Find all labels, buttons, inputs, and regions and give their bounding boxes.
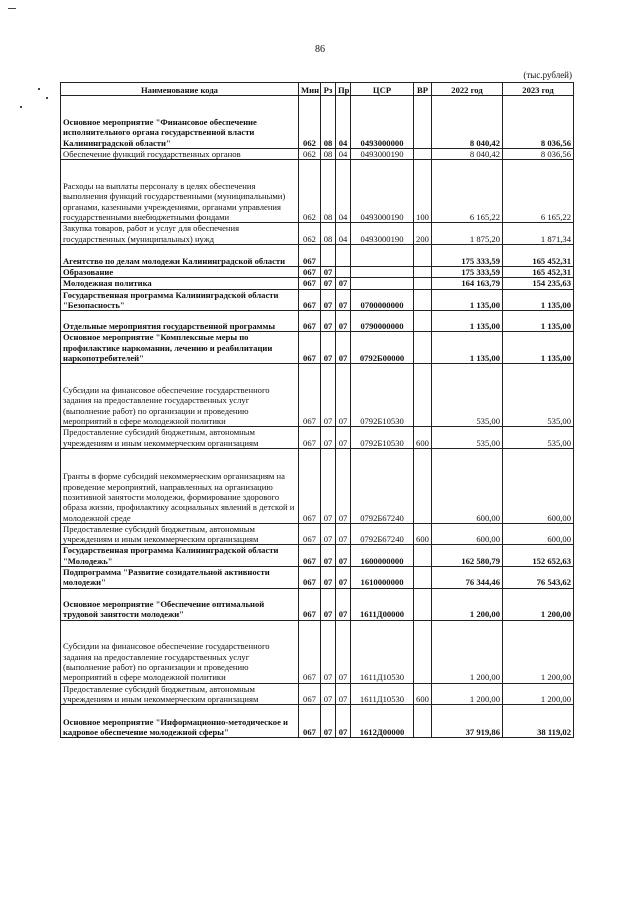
- table-row: [61, 311, 574, 332]
- cell-name: Государственная программа Калининградской области "Безопасность": [61, 289, 299, 311]
- cell-2023: 6 165,22: [503, 160, 574, 223]
- cell-vr: 600: [414, 683, 432, 705]
- cell-pr: 07: [336, 332, 351, 364]
- cell-min: 067: [299, 266, 321, 277]
- cell-2023: 1 200,00: [503, 683, 574, 705]
- cell-2022: 535,00: [432, 364, 503, 427]
- cell-min: 062: [299, 160, 321, 223]
- table-row: [61, 705, 574, 738]
- cell-name: Подпрограмма "Развитие созидательной активности молодежи": [61, 567, 299, 589]
- cell-name: Субсидии на финансовое обеспечение государственного задания на предоставление государственных услуг (выполнение работ) по организации и проведению мероприятий в сфере молодежной политики: [61, 364, 299, 427]
- cell-2023: 1 200,00: [503, 588, 574, 620]
- table-row: [61, 96, 574, 149]
- cell-2023: 600,00: [503, 448, 574, 523]
- col-header-min: Мин: [299, 83, 321, 96]
- col-header-2022: 2022 год: [432, 83, 503, 96]
- units-note: (тыс.рублей): [523, 70, 572, 80]
- cell-min: 067: [299, 683, 321, 705]
- cell-min: 067: [299, 289, 321, 311]
- cell-name: Основное мероприятие "Обеспечение оптимальной трудовой занятости молодежи": [61, 588, 299, 620]
- cell-pr: [336, 244, 351, 266]
- cell-2022: 175 333,59: [432, 266, 503, 277]
- table-row: [61, 149, 574, 160]
- cell-pr: 07: [336, 278, 351, 289]
- cell-min: 067: [299, 545, 321, 567]
- cell-vr: [414, 620, 432, 683]
- cell-csr: 1611Д10530: [351, 620, 414, 683]
- cell-min: 067: [299, 588, 321, 620]
- cell-csr: 1611Д10530: [351, 683, 414, 705]
- cell-csr: 0792Б00000: [351, 332, 414, 364]
- cell-rz: 07: [321, 427, 336, 449]
- cell-name: Предоставление субсидий бюджетным, автономным учреждениям и иным некоммерческим организациям: [61, 683, 299, 705]
- table-row: [61, 620, 574, 683]
- cell-name: Государственная программа Калининградской области "Молодежь": [61, 545, 299, 567]
- cell-pr: 07: [336, 364, 351, 427]
- cell-csr: [351, 244, 414, 266]
- cell-2022: 175 333,59: [432, 244, 503, 266]
- table-row: [61, 266, 574, 277]
- table-row: [61, 160, 574, 223]
- cell-name: Отдельные мероприятия государственной программы: [61, 311, 299, 332]
- cell-csr: 0493000000: [351, 96, 414, 149]
- cell-vr: [414, 278, 432, 289]
- table-row: [61, 448, 574, 523]
- cell-pr: [336, 266, 351, 277]
- cell-vr: 600: [414, 427, 432, 449]
- cell-csr: 1610000000: [351, 567, 414, 589]
- cell-vr: [414, 266, 432, 277]
- cell-pr: 07: [336, 545, 351, 567]
- cell-2022: 162 580,79: [432, 545, 503, 567]
- cell-2022: 1 135,00: [432, 311, 503, 332]
- cell-min: 062: [299, 96, 321, 149]
- cell-rz: 08: [321, 96, 336, 149]
- cell-rz: 07: [321, 266, 336, 277]
- cell-vr: [414, 545, 432, 567]
- cell-min: 062: [299, 149, 321, 160]
- cell-vr: [414, 364, 432, 427]
- scan-mark: [8, 8, 16, 9]
- cell-min: 067: [299, 448, 321, 523]
- cell-pr: 04: [336, 96, 351, 149]
- cell-2022: 8 040,42: [432, 149, 503, 160]
- cell-pr: 07: [336, 289, 351, 311]
- cell-rz: 08: [321, 223, 336, 245]
- cell-vr: 600: [414, 523, 432, 545]
- cell-csr: 0493000190: [351, 223, 414, 245]
- cell-2022: 164 163,79: [432, 278, 503, 289]
- table-row: [61, 588, 574, 620]
- cell-csr: 0493000190: [351, 149, 414, 160]
- cell-csr: 1611Д00000: [351, 588, 414, 620]
- cell-2023: 165 452,31: [503, 244, 574, 266]
- cell-2022: 6 165,22: [432, 160, 503, 223]
- cell-rz: 07: [321, 289, 336, 311]
- cell-2023: 1 135,00: [503, 311, 574, 332]
- cell-2023: 600,00: [503, 523, 574, 545]
- cell-pr: 04: [336, 149, 351, 160]
- cell-csr: 0493000190: [351, 160, 414, 223]
- cell-2023: 38 119,02: [503, 705, 574, 738]
- cell-2022: 600,00: [432, 523, 503, 545]
- cell-2023: 1 871,34: [503, 223, 574, 245]
- cell-vr: [414, 705, 432, 738]
- cell-vr: 200: [414, 223, 432, 245]
- cell-name: Основное мероприятие "Комплексные меры по профилактике наркомании, лечению и реабилитации наркопотребителей": [61, 332, 299, 364]
- cell-2023: 76 543,62: [503, 567, 574, 589]
- cell-2023: 1 135,00: [503, 289, 574, 311]
- cell-csr: 0700000000: [351, 289, 414, 311]
- cell-pr: 04: [336, 160, 351, 223]
- table-row: [61, 332, 574, 364]
- cell-vr: [414, 96, 432, 149]
- col-header-name: Наименование кода: [61, 83, 299, 96]
- cell-min: 067: [299, 244, 321, 266]
- cell-csr: 0792Б10530: [351, 427, 414, 449]
- cell-2023: 154 235,63: [503, 278, 574, 289]
- cell-min: 067: [299, 311, 321, 332]
- cell-2022: 8 040,42: [432, 96, 503, 149]
- cell-pr: 07: [336, 588, 351, 620]
- cell-name: Предоставление субсидий бюджетным, автономным учреждениям и иным некоммерческим организациям: [61, 427, 299, 449]
- table-row: [61, 364, 574, 427]
- cell-2022: 1 200,00: [432, 683, 503, 705]
- cell-vr: [414, 567, 432, 589]
- table-row: [61, 567, 574, 589]
- cell-name: Расходы на выплаты персоналу в целях обеспечения выполнения функций государственными (муниципальными) органами, казенными учреждениями, органами управления государственными внебюджетными фондами: [61, 160, 299, 223]
- cell-vr: [414, 244, 432, 266]
- cell-csr: [351, 266, 414, 277]
- cell-2022: 535,00: [432, 427, 503, 449]
- cell-2022: 1 200,00: [432, 588, 503, 620]
- cell-name: Основное мероприятие "Информационно-методическое и кадровое обеспечение молодежной сферы": [61, 705, 299, 738]
- cell-pr: 07: [336, 311, 351, 332]
- cell-name: Основное мероприятие "Финансовое обеспечение исполнительного органа государственной власти Калининградской области": [61, 96, 299, 149]
- cell-min: 067: [299, 523, 321, 545]
- cell-2022: 37 919,86: [432, 705, 503, 738]
- cell-2023: 535,00: [503, 364, 574, 427]
- cell-min: 067: [299, 705, 321, 738]
- cell-2023: 535,00: [503, 427, 574, 449]
- table-row: [61, 278, 574, 289]
- cell-rz: 07: [321, 364, 336, 427]
- cell-rz: 07: [321, 523, 336, 545]
- page-number: 86: [315, 44, 325, 55]
- cell-name: Предоставление субсидий бюджетным, автономным учреждениям и иным некоммерческим организациям: [61, 523, 299, 545]
- cell-2023: 1 200,00: [503, 620, 574, 683]
- col-header-rz: Рз: [321, 83, 336, 96]
- cell-csr: 1600000000: [351, 545, 414, 567]
- cell-2022: 600,00: [432, 448, 503, 523]
- cell-pr: 07: [336, 567, 351, 589]
- cell-min: 067: [299, 278, 321, 289]
- cell-vr: [414, 289, 432, 311]
- cell-name: Образование: [61, 266, 299, 277]
- cell-rz: 08: [321, 160, 336, 223]
- cell-2023: 165 452,31: [503, 266, 574, 277]
- table-row: [61, 523, 574, 545]
- cell-pr: 07: [336, 683, 351, 705]
- cell-csr: 1612Д00000: [351, 705, 414, 738]
- cell-rz: 07: [321, 311, 336, 332]
- cell-vr: [414, 332, 432, 364]
- cell-2023: 1 135,00: [503, 332, 574, 364]
- cell-vr: [414, 149, 432, 160]
- cell-csr: 0790000000: [351, 311, 414, 332]
- cell-name: Закупка товаров, работ и услуг для обеспечения государственных (муниципальных) нужд: [61, 223, 299, 245]
- cell-pr: 07: [336, 620, 351, 683]
- cell-csr: 0792Б67240: [351, 523, 414, 545]
- cell-rz: 07: [321, 620, 336, 683]
- cell-min: 067: [299, 620, 321, 683]
- cell-pr: 07: [336, 448, 351, 523]
- cell-min: 067: [299, 427, 321, 449]
- cell-name: Субсидии на финансовое обеспечение государственного задания на предоставление государственных услуг (выполнение работ) по организации и проведению мероприятий в сфере молодежной политики: [61, 620, 299, 683]
- cell-rz: 07: [321, 567, 336, 589]
- cell-csr: 0792Б10530: [351, 364, 414, 427]
- cell-2022: 1 135,00: [432, 332, 503, 364]
- table-row: [61, 427, 574, 449]
- table-row: [61, 244, 574, 266]
- col-header-csr: ЦСР: [351, 83, 414, 96]
- table-row: [61, 289, 574, 311]
- cell-name: Молодежная политика: [61, 278, 299, 289]
- cell-vr: [414, 448, 432, 523]
- cell-2022: 1 875,20: [432, 223, 503, 245]
- cell-min: 067: [299, 332, 321, 364]
- cell-pr: 07: [336, 705, 351, 738]
- cell-rz: 07: [321, 448, 336, 523]
- cell-rz: 08: [321, 149, 336, 160]
- cell-vr: 100: [414, 160, 432, 223]
- cell-pr: 07: [336, 523, 351, 545]
- cell-vr: [414, 588, 432, 620]
- table-row: [61, 545, 574, 567]
- budget-table: [60, 82, 574, 738]
- scan-mark: [20, 106, 22, 108]
- scan-mark: [38, 88, 40, 90]
- col-header-2023: 2023 год: [503, 83, 574, 96]
- cell-csr: [351, 278, 414, 289]
- table-row: [61, 683, 574, 705]
- cell-2023: 8 036,56: [503, 149, 574, 160]
- col-header-vr: ВР: [414, 83, 432, 96]
- cell-vr: [414, 311, 432, 332]
- scan-mark: [46, 97, 48, 99]
- cell-name: Агентство по делам молодежи Калининградской области: [61, 244, 299, 266]
- cell-rz: 07: [321, 705, 336, 738]
- cell-min: 067: [299, 364, 321, 427]
- cell-rz: 07: [321, 545, 336, 567]
- cell-rz: [321, 244, 336, 266]
- cell-name: Гранты в форме субсидий некоммерческим организациям на проведение мероприятий, направленных на организацию позитивной занятости молодежи, формирование здорового образа жизни, профилактику асоциальных явлений в детской и молодежной среде: [61, 448, 299, 523]
- cell-pr: 07: [336, 427, 351, 449]
- cell-csr: 0792Б67240: [351, 448, 414, 523]
- cell-min: 067: [299, 567, 321, 589]
- table-header-row: [61, 83, 574, 96]
- cell-pr: 04: [336, 223, 351, 245]
- cell-min: 062: [299, 223, 321, 245]
- cell-2023: 152 652,63: [503, 545, 574, 567]
- cell-2023: 8 036,56: [503, 96, 574, 149]
- cell-rz: 07: [321, 588, 336, 620]
- cell-2022: 1 200,00: [432, 620, 503, 683]
- cell-name: Обеспечение функций государственных органов: [61, 149, 299, 160]
- col-header-pr: Пр: [336, 83, 351, 96]
- table-row: [61, 223, 574, 245]
- cell-rz: 07: [321, 332, 336, 364]
- cell-2022: 1 135,00: [432, 289, 503, 311]
- cell-rz: 07: [321, 278, 336, 289]
- cell-rz: 07: [321, 683, 336, 705]
- cell-2022: 76 344,46: [432, 567, 503, 589]
